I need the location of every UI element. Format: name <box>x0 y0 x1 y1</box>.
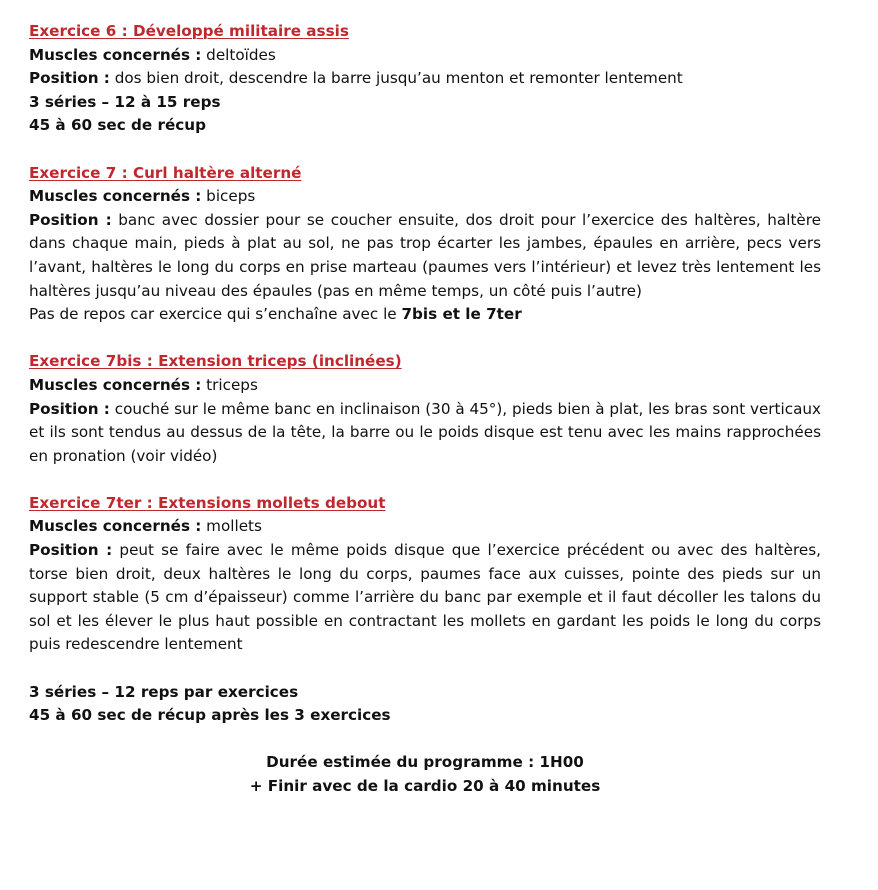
exercise-6 <box>29 20 821 138</box>
position-label: Position : <box>29 399 110 418</box>
position-value: peut se faire avec le même poids disque que l’exercice précédent ou avec des haltères, torse bien droit, deux haltères le long du corps, paumes face aux cuisses, pointe des pieds sur un support stable (5 cm d’épaisseur) comme l’arrière du banc par exemple et il faut décoller les talons du sol et les élever le plus haut possible en contractant les mollets en gardant les poids le long du corps puis redescendre lentement <box>29 541 821 654</box>
exercise-7-muscles <box>29 185 821 209</box>
note-bold: 7bis et le 7ter <box>401 305 522 324</box>
muscles-label: Muscles concernés : <box>29 375 202 394</box>
exercise-6-rest: 45 à 60 sec de récup <box>29 116 206 135</box>
exercise-7 <box>29 162 821 327</box>
summary <box>29 681 821 728</box>
position-label: Position : <box>29 69 110 88</box>
exercise-7ter-title: Exercice 7ter : Extensions mollets debout <box>29 493 386 512</box>
position-value: couché sur le même banc en inclinaison (30 à 45°), pieds bien à plat, les bras sont verticaux et ils sont tendus au dessus de la tête, la barre ou le poids disque est tenu avec les mains rapprochées en pronation (voir vidéo) <box>29 399 821 465</box>
exercise-7bis-position <box>29 398 821 469</box>
exercise-7-title: Exercice 7 : Curl haltère alterné <box>29 163 302 182</box>
exercise-6-muscles <box>29 44 821 68</box>
document <box>29 20 821 799</box>
muscles-label: Muscles concernés : <box>29 517 202 536</box>
position-value: banc avec dossier pour se coucher ensuite, dos droit pour l’exercice des haltères, haltère dans chaque main, pieds à plat au sol, ne pas trop écarter les jambes, épaules en arrière, pecs vers l’avant, haltères le long du corps en prise marteau (paumes vers l’intérieur) et levez très lentement les haltères jusqu’au niveau des épaules (pas en même temps, un côté puis l’autre) <box>29 210 821 300</box>
exercise-6-position <box>29 67 821 91</box>
exercise-6-title: Exercice 6 : Développé militaire assis <box>29 22 349 40</box>
exercise-7bis-title: Exercice 7bis : Extension triceps (inclinées) <box>29 352 402 371</box>
exercise-7ter-position <box>29 539 821 657</box>
muscles-value: mollets <box>201 517 262 536</box>
cardio-note: + Finir avec de la cardio 20 à 40 minutes <box>249 777 601 795</box>
exercise-6-series: 3 séries – 12 à 15 reps <box>29 92 221 111</box>
muscles-value: triceps <box>201 375 258 394</box>
muscles-value: deltoïdes <box>201 45 276 64</box>
exercise-7bis-muscles <box>29 374 821 398</box>
exercise-7ter <box>29 492 821 657</box>
position-label: Position : <box>29 541 113 560</box>
note-text: Pas de repos car exercice qui s’enchaîne avec le <box>29 305 402 324</box>
exercise-7bis <box>29 350 821 468</box>
program-footer <box>29 751 821 798</box>
exercise-7-position <box>29 209 821 303</box>
position-value: dos bien droit, descendre la barre jusqu’au menton et remonter lentement <box>109 69 683 88</box>
position-label: Position : <box>29 210 112 229</box>
muscles-value: biceps <box>201 187 256 206</box>
muscles-label: Muscles concernés : <box>29 45 202 64</box>
summary-series: 3 séries – 12 reps par exercices <box>29 682 299 701</box>
exercise-7-note <box>29 303 821 327</box>
exercise-7ter-muscles <box>29 515 821 539</box>
program-duration: Durée estimée du programme : 1H00 <box>266 753 584 772</box>
summary-rest: 45 à 60 sec de récup après les 3 exercices <box>29 706 391 725</box>
muscles-label: Muscles concernés : <box>29 187 202 206</box>
